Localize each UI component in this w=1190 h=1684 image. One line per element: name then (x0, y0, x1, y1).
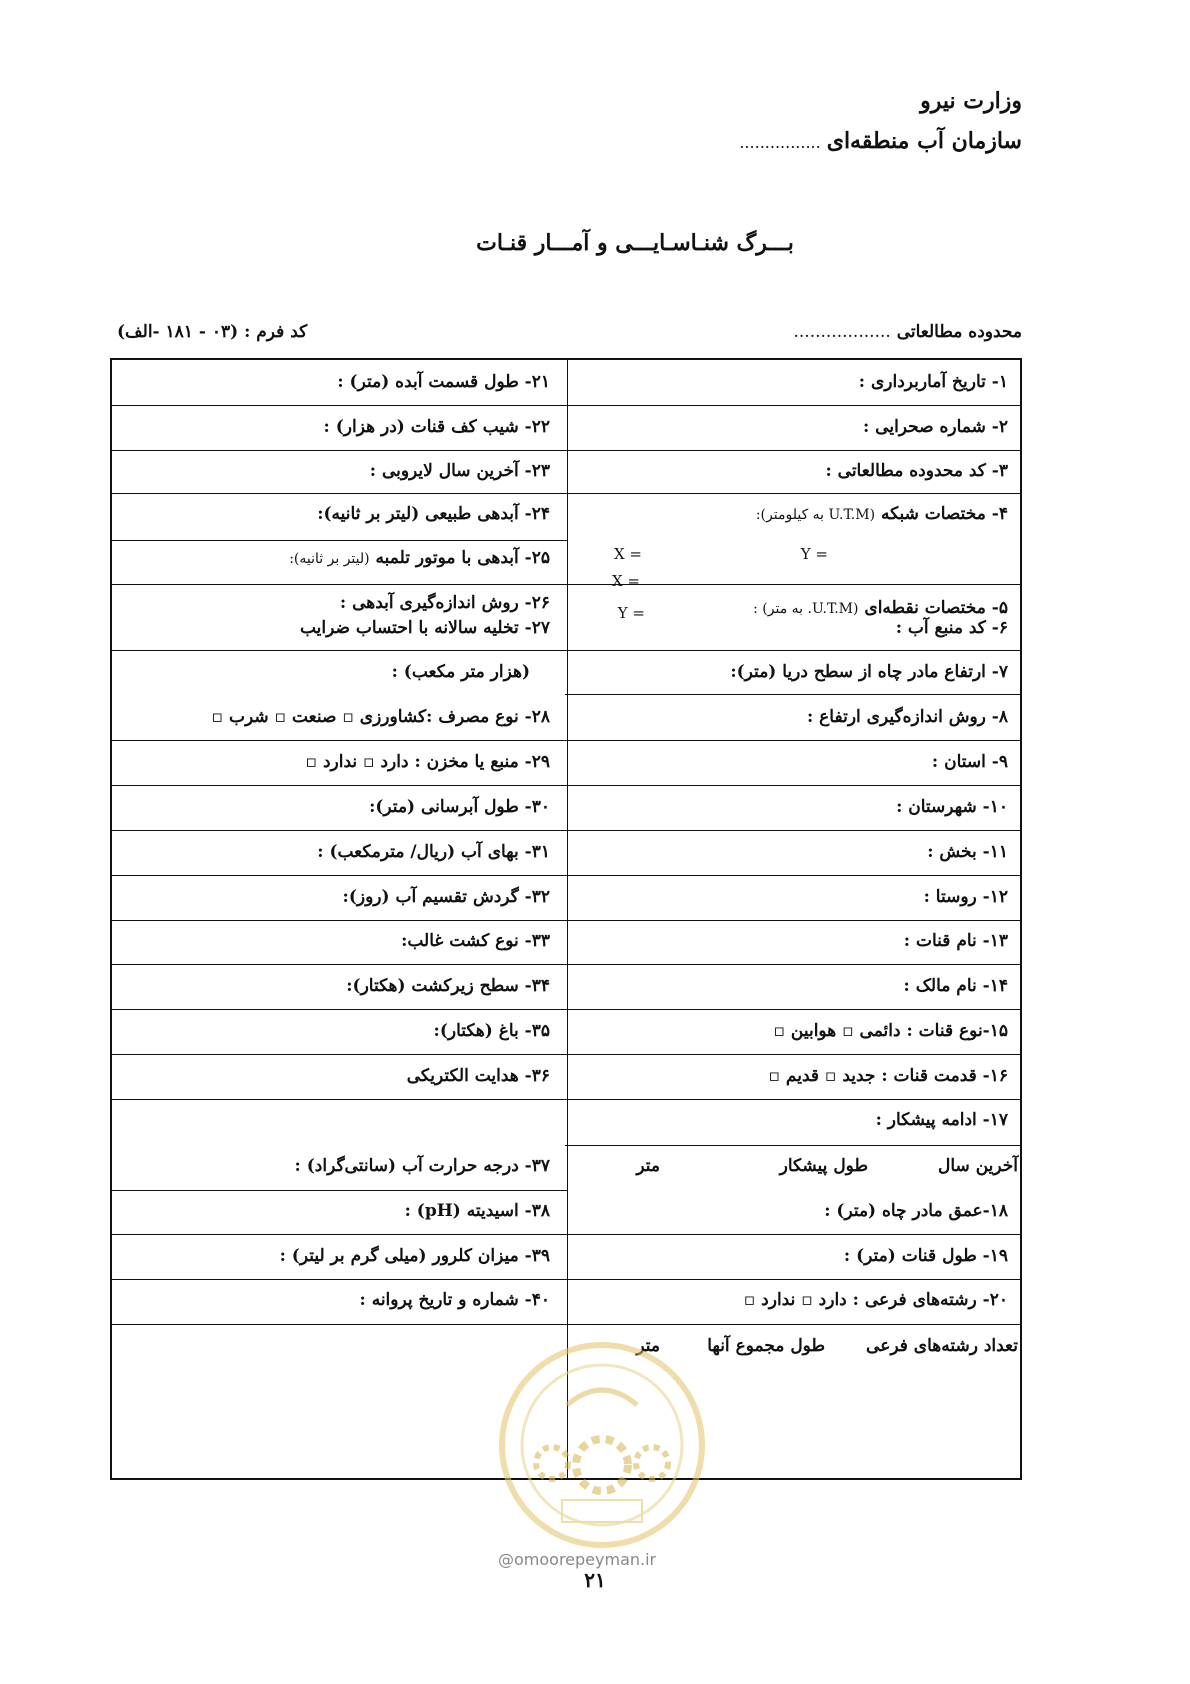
field-reservoir: ۲۹- منبع یا مخزن : دارد ▫ ندارد ▫ (305, 752, 550, 772)
field-point-coords (753, 598, 1008, 618)
page-number: ۲۱ (584, 1568, 606, 1592)
point-x-label: X = (611, 572, 640, 590)
pump-discharge-label: ۲۵- آبدهی با موتور تلمبه (375, 548, 550, 568)
form-code: کد فرم : (۰۳ - ۱۸۱ -الف) (117, 322, 308, 342)
point-coords-unit: (U.T.M. به متر) : (753, 601, 859, 617)
field-dominant-crop: ۳۳- نوع کشت غالب: (401, 931, 550, 951)
field-acidity: ۳۸- اسیدیته (pH) : (404, 1201, 550, 1221)
org-label: سازمان آب منطقه‌ای (826, 128, 1022, 154)
org-name (739, 128, 1022, 154)
watermark-site: @omoorepeyman.ir (498, 1550, 657, 1569)
annual-drainage-unit: (هزار متر مکعب) : (391, 662, 530, 682)
field-elevation-method: ۸- روش اندازه‌گیری ارتفاع : (806, 707, 1008, 727)
field-county: ۱۰- شهرستان : (896, 797, 1008, 817)
point-coords-label: ۵- مختصات نقطه‌ای (864, 598, 1008, 618)
field-usage-type: ۲۸- نوع مصرف :کشاورزی ▫ صنعت ▫ شرب ▫ (211, 707, 550, 727)
field-orchard: ۳۵- باغ (هکتار): (433, 1021, 550, 1041)
field-study-area-code: ۳- کد محدوده مطالعاتی : (825, 461, 1008, 481)
field-pump-discharge (289, 548, 550, 568)
field-license: ۴۰- شماره و تاریخ پروانه : (359, 1290, 550, 1310)
field-qanat-name: ۱۳- نام قنات : (903, 931, 1008, 951)
field-qanat-length: ۱۹- طول قنات (متر) : (843, 1246, 1008, 1266)
field-elevation: ۷- ارتفاع مادر چاه از سطح دریا (متر): (730, 662, 1008, 682)
field-natural-discharge: ۲۴- آبدهی طبیعی (لیتر بر ثانیه): (317, 504, 550, 524)
branches-count: تعداد رشته‌های فرعی (866, 1336, 1018, 1356)
extension-length: طول پیشکار (779, 1156, 868, 1176)
field-annual-drainage: ۲۷- تخلیه سالانه با احتساب ضرایب (299, 618, 550, 638)
field-branches: ۲۰- رشته‌های فرعی : دارد ▫ ندارد ▫ (743, 1290, 1008, 1310)
study-area-label: محدوده مطالعاتی (896, 322, 1022, 342)
field-qanat-age: ۱۶- قدمت قنات : جدید ▫ قدیم ▫ (768, 1066, 1008, 1086)
field-owner-name: ۱۴- نام مالک : (903, 976, 1008, 996)
field-last-dredging-year: ۲۳- آخرین سال لایروبی : (369, 461, 550, 481)
field-electrical-conductivity: ۳۶- هدایت الکتریکی (406, 1066, 550, 1086)
org-dots: ................ (739, 133, 821, 152)
field-water-source-code: ۶- کد منبع آب : (895, 618, 1008, 638)
field-field-number: ۲- شماره صحرایی : (862, 417, 1008, 437)
field-qanat-type: ۱۵-نوع قنات : دائمی ▫ هوابین ▫ (773, 1021, 1008, 1041)
extension-last-year: آخرین سال (938, 1156, 1018, 1176)
grid-x-label: X = (613, 545, 642, 563)
column-divider (567, 360, 568, 1478)
field-water-temperature: ۳۷- درجه حرارت آب (سانتی‌گراد) : (294, 1156, 550, 1176)
form-title: بـــرگ شنـاسـایـــی و آمـــار قنـات (476, 230, 794, 256)
form-meta (117, 322, 1022, 348)
grid-coords-unit: (U.T.M به کیلومتر): (755, 507, 876, 523)
ministry-name: وزارت نیرو (920, 88, 1022, 114)
field-grid-coords (756, 504, 1008, 524)
field-tunnel-extension: ۱۷- ادامه پیشکار : (875, 1110, 1008, 1130)
point-y-label: Y = (617, 604, 645, 622)
form-table (110, 358, 1022, 1480)
branches-unit: متر (636, 1336, 660, 1356)
grid-coords-label: ۴- مختصات شبکه (880, 504, 1008, 524)
grid-y-label: Y = (800, 545, 828, 563)
field-floor-slope: ۲۲- شیب کف قنات (در هزار) : (323, 417, 550, 437)
field-district: ۱۱- بخش : (927, 842, 1008, 862)
field-water-bearing-length: ۲۱- طول قسمت آبده (متر) : (337, 372, 550, 392)
field-water-price: ۳۱- بهای آب (ریال/ مترمکعب) : (317, 842, 550, 862)
header (739, 88, 1022, 154)
study-area-dots: .................. (793, 322, 891, 342)
field-chloride: ۳۹- میزان کلرور (میلی گرم بر لیتر) : (279, 1246, 550, 1266)
branches-total-length: طول مجموع آنها (707, 1336, 825, 1356)
field-survey-date: ۱- تاریخ آماربرداری : (858, 372, 1008, 392)
field-mother-well-depth: ۱۸-عمق مادر چاه (متر) : (824, 1201, 1008, 1221)
field-distribution-cycle: ۳۲- گردش تقسیم آب (روز): (342, 887, 550, 907)
field-cultivated-area: ۳۴- سطح زیرکشت (هکتار): (346, 976, 550, 996)
field-province: ۹- استان : (931, 752, 1008, 772)
study-area (793, 322, 1022, 342)
field-conveyance-length: ۳۰- طول آبرسانی (متر): (369, 797, 550, 817)
field-village: ۱۲- روستا : (923, 887, 1008, 907)
pump-discharge-unit: (لیتر بر ثانیه): (289, 551, 370, 567)
field-discharge-method: ۲۶- روش اندازه‌گیری آبدهی : (339, 593, 550, 613)
extension-unit: متر (636, 1156, 660, 1176)
